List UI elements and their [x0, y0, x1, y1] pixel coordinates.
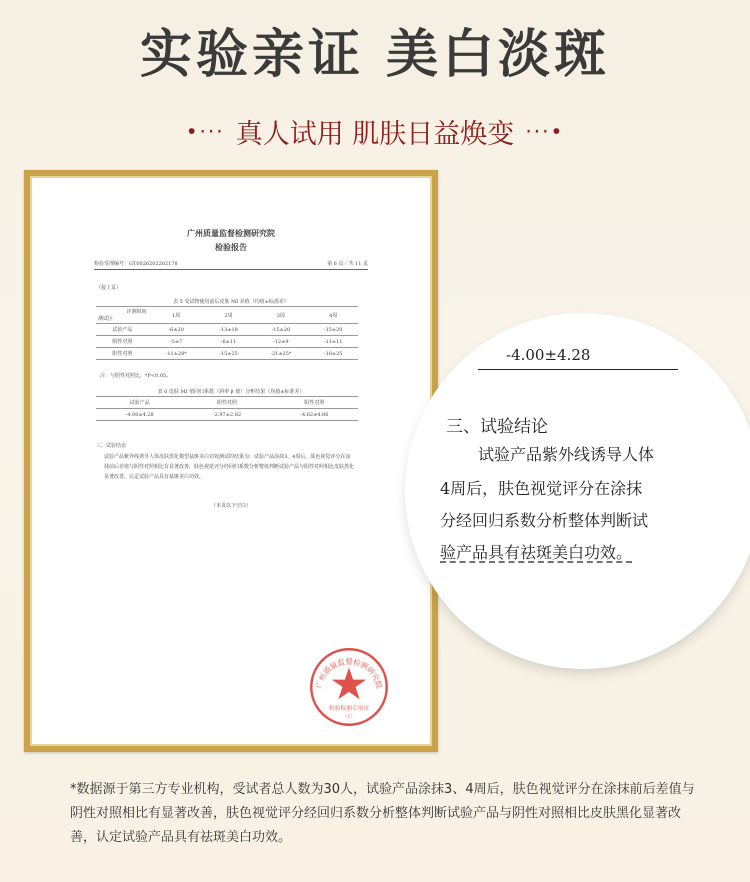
table-cell: -11±11 [308, 336, 358, 348]
end-note: （本页以下空白） [210, 503, 251, 509]
table-cell: -15±25 [204, 348, 254, 360]
conclusion-body: 试验产品紫外线诱导人体皮肤黑化模型祛斑美白功效测试的结果为：试验产品涂抹3、4周后，肤色视觉评分在涂抹前后差值与阴性对照相比有显著改善，肤色视觉评分经回归系数分析整体判断试验产品与阴性对照相比皮肤黑化显著改善，认定试验产品具有祛斑美白功效。 [104, 454, 355, 480]
row-label: 阳性对照 [96, 348, 149, 360]
table6-header: 阴性对照 [183, 397, 270, 409]
report-title: 检验报告 [215, 242, 247, 252]
institute-name: 广州质量监督检测研究院 [187, 228, 275, 238]
table-cell: -13±18 [204, 324, 254, 336]
table6-header: 试验产品 [96, 397, 183, 409]
zoom-title: 三、试验结论 [446, 417, 548, 437]
table-cell: -11±28* [149, 348, 204, 360]
seal-text: 广州质量监督检测研究院 [314, 657, 384, 690]
row-label: 阴性对照 [96, 336, 149, 348]
table5-header: 2周 [204, 307, 254, 324]
conclusion-title: 三、试验结论 [96, 443, 127, 449]
report-number: 检验受理编号：GT0026202202178 [94, 261, 178, 267]
zoom-prev-value: -4.00±4.28 [506, 346, 591, 364]
table5-header: 1周 [149, 307, 204, 324]
table-cell: -15±20 [253, 324, 308, 336]
zoom-table-rule [478, 369, 678, 370]
table-row [96, 348, 358, 360]
headline-title: 实验亲证 美白淡斑 [139, 24, 611, 85]
zoom-line-underlined: 验产品具有祛斑美白功效。 [440, 543, 633, 562]
zoom-line: 分经回归系数分析整体判断试 [440, 511, 649, 530]
disclaimer-footnote: *数据源于第三方专业机构，受试者总人数为30人，试验产品涂抹3、4周后，肤色视觉评分在涂抹前后差值与阴性对照相比有显著改善，肤色视觉评分经回归系数分析整体判断试验产品与阴性对照相比皮肤黑化显著改善，认定试验产品具有祛斑美白功效。 [70, 782, 695, 845]
table-cell: -4.00±4.28 [96, 409, 183, 421]
report-frame [24, 170, 438, 752]
headline-subtitle [0, 112, 750, 151]
table-cell: -15±20 [308, 324, 358, 336]
magnifier-circle [408, 316, 750, 666]
table-cell: -5±7 [149, 336, 204, 348]
table-row [96, 409, 358, 421]
table-cell: -4.62±4.86 [271, 409, 358, 421]
table5 [96, 306, 358, 360]
table5-caption: 表 5 受试物使用前后皮肤 MI 差值（均值±标准差） [173, 299, 289, 305]
zoom-line: 4周后，肤色视觉评分在涂抹 [440, 479, 643, 498]
continued-label: （接上页） [96, 285, 122, 291]
page-indicator: 第 6 页／共 11 页 [327, 261, 368, 267]
left-dots: •··· [185, 119, 225, 144]
table-row [96, 324, 358, 336]
table5-header: 4周 [308, 307, 358, 324]
report-meta [94, 260, 368, 270]
table-cell: -21±25* [253, 348, 308, 360]
row-label: 试验产品 [96, 324, 149, 336]
table5-corner-bottom: 测试区 [98, 316, 114, 322]
subtitle-text: 真人试用 肌肤日益焕变 [235, 119, 515, 150]
table6 [96, 396, 358, 421]
table5-header: 3周 [253, 307, 308, 324]
table-cell: -6±11 [204, 336, 254, 348]
official-seal-icon [308, 646, 390, 728]
zoom-line: 试验产品紫外线诱导人体 [478, 445, 655, 464]
seal-index: （1） [342, 714, 356, 721]
table5-corner-top: 评测时间 [126, 309, 147, 315]
table6-caption: 表 6 皮肤 MI 值回归系数（斜率 β 值）分析结果（均值±标准差） [157, 389, 305, 395]
report-document [38, 184, 424, 738]
table-cell: -2.97±2.82 [183, 409, 270, 421]
table-row [96, 336, 358, 348]
table-cell: -18±25 [308, 348, 358, 360]
table-cell: -6±20 [149, 324, 204, 336]
table-cell: -12±9 [253, 336, 308, 348]
table5-note: 注：与阴性对照比，*P<0.05。 [100, 373, 172, 379]
seal-subtext: 检验检测专用章 [328, 705, 370, 712]
right-dots: ···• [525, 119, 565, 144]
table6-header: 阳性对照 [271, 397, 358, 409]
